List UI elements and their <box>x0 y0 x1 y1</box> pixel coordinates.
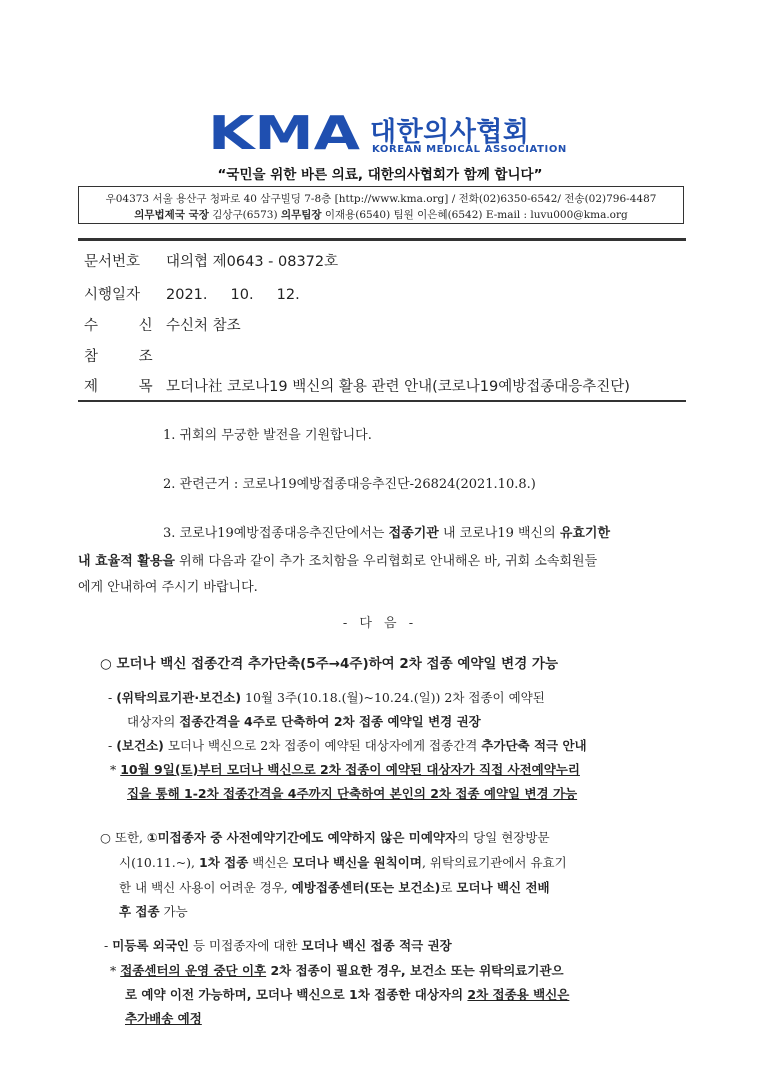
next-heading: - 다 음 - <box>342 616 418 631</box>
section-2-line-4: 후 접종 가능 <box>119 904 188 919</box>
paragraph-3-line-2: 내 효율적 활용을 위해 다음과 같이 추가 조치함을 우리협회로 안내해온 바, 귀회 소속회원들 <box>78 554 598 569</box>
section-2-line-6: * 접종센터의 운영 중단 이후 2차 접종이 필요한 경우, 보건소 또는 위탁의료기관으 <box>110 963 564 978</box>
reference-row: 참 조 <box>84 349 171 365</box>
section-1-line-3: - (보건소) 모더나 백신으로 2차 접종이 예약된 대상자에게 접종간격 추가단축 적극 안내 <box>108 738 587 753</box>
address-box <box>78 186 684 224</box>
contact-line: 의무법제국 국장 김상구(6573) 의무팀장 이재용(6540) 팀원 이은혜(6542) E-mail : luvu000@kma.org <box>134 209 628 221</box>
subject-row: 제 목모더나社 코로나19 백신의 활용 관련 안내(코로나19예방접종대응추진단) <box>84 379 630 395</box>
meta-rule <box>78 400 686 402</box>
section-2-line-3: 한 내 백신 사용이 어려운 경우, 예방접종센터(또는 보건소)로 모더나 백신 전배 <box>119 880 550 895</box>
paragraph-2: 2. 관련근거 : 코로나19예방접종대응추진단-26824(2021.10.8.) <box>163 477 536 492</box>
section-1-line-4: * 10월 9일(토)부터 모더나 백신으로 2차 접종이 예약된 대상자가 직접 사전예약누리 <box>110 762 580 777</box>
doc-number-row: 문서번호 대의협 제0643 - 08372호 <box>84 254 339 270</box>
section-1-heading: ○ 모더나 백신 접종간격 추가단축(5주→4주)하여 2차 접종 예약일 변경 가능 <box>100 656 559 672</box>
section-2-line-8: 추가배송 예정 <box>125 1011 202 1026</box>
section-2-line-2: 시(10.11.~), 1차 접종 백신은 모더나 백신을 원칙이며, 위탁의료기관에서 유효기 <box>119 855 567 870</box>
org-name-english: KOREAN MEDICAL ASSOCIATION <box>372 144 567 155</box>
section-1-line-1: - (위탁의료기관·보건소) 10월 3주(10.18.(월)~10.24.(일)) 2차 접종이 예약된 <box>108 690 545 705</box>
section-2-line-1: ○ 또한, ①미접종자 중 사전예약기간에도 예약하지 않은 미예약자의 당일 현장방문 <box>100 830 550 845</box>
address-line: 우04373 서울 용산구 청파로 40 삼구빌딩 7-8층 [http://www.kma.org] / 전화(02)6350-6542/ 전송(02)796-4487 <box>105 193 657 205</box>
top-rule <box>78 238 686 241</box>
paragraph-3-line-1: 3. 코로나19예방접종대응추진단에서는 접종기관 내 코로나19 백신의 유효기한 <box>163 526 611 541</box>
paragraph-3-line-3: 에게 안내하여 주시기 바랍니다. <box>78 580 258 595</box>
date-row: 시행일자 2021. 10. 12. <box>84 287 300 303</box>
section-2-line-7: 로 예약 이전 가능하며, 모더나 백신으로 1차 접종한 대상자의 2차 접종용 백신은 <box>125 987 570 1002</box>
kma-logo <box>208 114 363 152</box>
section-1-line-5: 집을 통해 1-2차 접종간격을 4주까지 단축하여 본인의 2차 접종 예약일 변경 가능 <box>127 786 578 801</box>
org-name-korean: 대한의사협회 <box>370 117 530 148</box>
slogan: “국민을 위한 바른 의료, 대한의사협회가 함께 합니다” <box>217 167 543 183</box>
section-2-line-5: - 미등록 외국인 등 미접종자에 대한 모더나 백신 접종 적극 권장 <box>104 938 452 953</box>
recipient-row: 수 신수신처 참조 <box>84 318 241 334</box>
section-1-line-2: 대상자의 접종간격을 4주로 단축하여 2차 접종 예약일 변경 권장 <box>127 714 481 729</box>
svg-text:KMA: KMA <box>208 114 361 152</box>
paragraph-1: 1. 귀회의 무궁한 발전을 기원합니다. <box>163 428 372 443</box>
